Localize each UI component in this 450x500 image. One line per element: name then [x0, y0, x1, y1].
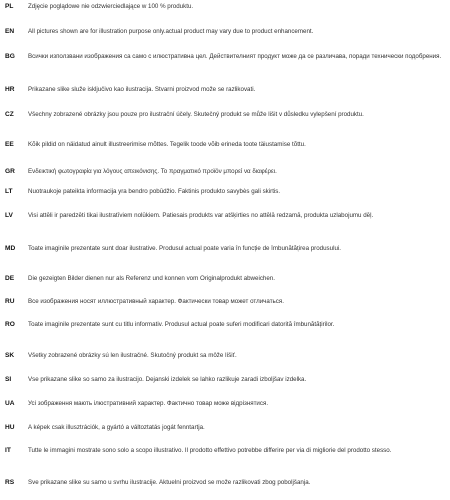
disclaimer-text: A képek csak illusztrációk, a gyártó a változtatás jogát fenntartja. [28, 424, 205, 431]
disclaimer-text: Nuotraukoje pateikta informacija yra bendro pobūdžio. Faktinis produkto savybės gali skirtis. [28, 188, 281, 195]
language-code: SI [5, 376, 12, 383]
disclaimer-text: Visi attēli ir paredzēti tikai ilustratīviem nolūkiem. Patiesais produkts var atšķirties no attēlā redzamā, produkta uzlabojumu dēļ. [28, 212, 374, 219]
language-code: RS [5, 479, 15, 486]
disclaimer-text: Sve prikazane slike su samo u svrhu ilustracije. Aktuelni proizvod se može razlikovati zbog poboljšanja. [28, 479, 311, 486]
language-code: RO [5, 321, 15, 328]
language-code: SK [5, 352, 15, 359]
disclaimer-text: Tutte le immagini mostrate sono solo a scopo illustrativo. Il prodotto effettivo potrebbe differire per via di migliorie del prodotto stesso. [28, 447, 392, 454]
language-code: UA [5, 400, 15, 407]
language-code: MD [5, 245, 16, 252]
language-code: LV [5, 212, 13, 219]
disclaimer-text: Все изображения носят иллюстративный характер. Фактически товар может отличаться. [28, 298, 284, 305]
language-code: HR [5, 86, 15, 93]
language-code: CZ [5, 111, 14, 118]
disclaimer-text: Vse prikazane slike so samo za ilustracijo. Dejanski izdelek se lahko razlikuje zaradi izboljšav izdelka. [28, 376, 307, 383]
language-code: BG [5, 53, 15, 60]
disclaimer-text: Prikazane slike služe isključivo kao ilustracija. Stvarni proizvod može se razlikovati. [28, 86, 256, 93]
disclaimer-text: Kõik pildid on näidatud ainult illustreerimise mõttes. Tegelik toode võib erineda toote täiustamise tõttu. [28, 141, 306, 148]
disclaimer-text: Всички използвани изображения са само с илюстративна цел. Действителният продукт може да се различава, поради технически подобрения. [28, 53, 442, 60]
disclaimer-text: Všechny zobrazené obrázky jsou pouze pro ilustrační účely. Skutečný produkt se může lišit v důsledku vylepšení produktu. [28, 111, 364, 118]
disclaimer-text: Die gezeigten Bilder dienen nur als Referenz und konnen vom Originalprodukt abweichen. [28, 275, 275, 282]
language-code: IT [5, 447, 11, 454]
disclaimer-text: Ενδεικτική φωτογραφία για λόγους απεικόνισης. Το πραγματικό προϊόν μπορεί να διαφέρει. [28, 168, 277, 175]
language-code: EE [5, 141, 14, 148]
language-code: RU [5, 298, 15, 305]
disclaimer-text: Všetky zobrazené obrázky sú len ilustračné. Skutočný produkt sa môže líšiť. [28, 352, 237, 359]
language-code: PL [5, 3, 14, 10]
language-code: EN [5, 28, 15, 35]
language-code: DE [5, 275, 15, 282]
language-code: GR [5, 168, 15, 175]
language-code: HU [5, 424, 15, 431]
language-code: LT [5, 188, 13, 195]
disclaimer-text: Toate imaginile prezentate sunt cu titlu informativ. Produsul actual poate suferi modificari datorită îmbunătățirilor. [28, 321, 335, 328]
disclaimer-text: Zdjęcie poglądowe nie odzwierciedlające w 100 % produktu. [28, 3, 194, 10]
disclaimer-text: Усі зображення мають ілюстративний характер. Фактично товар може відрізнятися. [28, 400, 269, 407]
disclaimer-text: Toate imaginile prezentate sunt doar ilustrative. Produsul actual poate varia în funcție de îmbunătățirea produsului. [28, 245, 341, 252]
disclaimer-text: All pictures shown are for illustration purpose only.actual product may vary due to product enhancement. [28, 28, 314, 35]
